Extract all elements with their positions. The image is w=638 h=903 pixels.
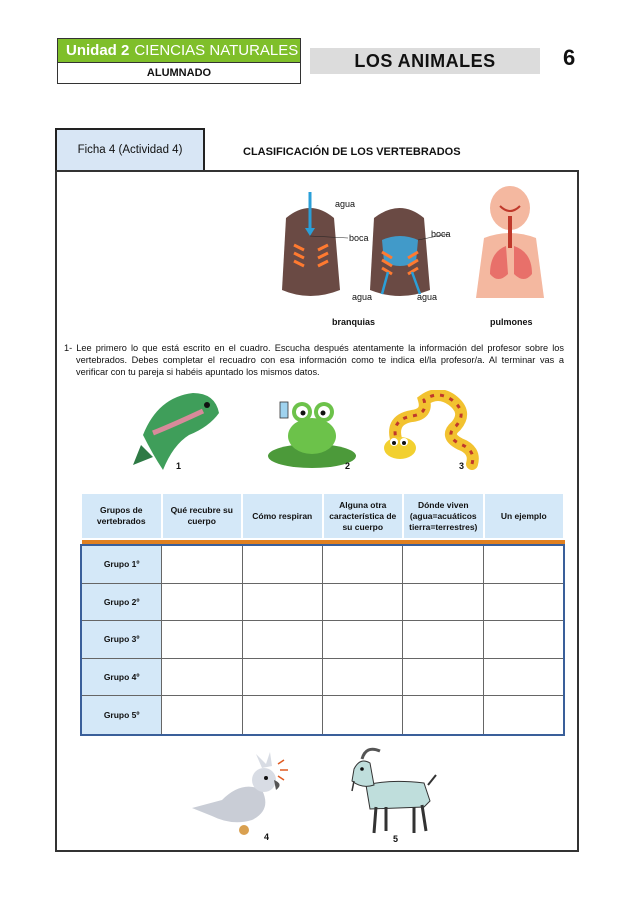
- animal-number-5: 5: [393, 834, 399, 844]
- table-cell[interactable]: [162, 584, 242, 621]
- table-cell[interactable]: [323, 659, 403, 696]
- header-other-feature: Alguna otra característica de su cuerpo: [324, 494, 405, 538]
- section-title: CLASIFICACIÓN DE LOS VERTEBRADOS: [243, 146, 461, 158]
- table-cell[interactable]: [162, 659, 242, 696]
- header-groups: Grupos de vertebrados: [82, 494, 163, 538]
- instruction-text: [64, 342, 564, 378]
- row-label: Grupo 3º: [82, 621, 162, 658]
- goat-icon: [340, 745, 445, 840]
- table-row: [82, 621, 563, 659]
- table-cell[interactable]: [162, 546, 242, 583]
- table-header: [82, 494, 563, 538]
- animal-number-4: 4: [264, 832, 270, 842]
- header-example: Un ejemplo: [485, 494, 564, 538]
- table-row: [82, 696, 563, 734]
- table-cell[interactable]: [323, 696, 403, 734]
- unit-number: Unidad 2: [66, 42, 130, 59]
- student-label: ALUMNADO: [146, 67, 212, 79]
- row-label: Grupo 2º: [82, 584, 162, 621]
- label-boca-2: boca: [431, 229, 451, 239]
- instruction-paragraph: 1- Lee primero lo que está escrito en el cuadro. Escucha después atentamente la información del profesor sobre los vertebrados. Debes completar el recuadro con esa información como te indica el/la profesor/a. Al terminar vas a verificar con tu pareja si habéis apuntado los mismos datos.: [64, 343, 564, 377]
- ficha-label: Ficha 4 (Actividad 4): [55, 128, 205, 172]
- table-row: [82, 584, 563, 622]
- table-cell[interactable]: [403, 546, 483, 583]
- frog-icon: [262, 390, 357, 470]
- lungs-diagram: [470, 186, 555, 301]
- table-cell[interactable]: [243, 696, 323, 734]
- table-body: [80, 544, 565, 736]
- row-label: Grupo 4º: [82, 659, 162, 696]
- header-covering: Qué recubre su cuerpo: [163, 494, 244, 538]
- table-cell[interactable]: [403, 659, 483, 696]
- table-cell[interactable]: [243, 621, 323, 658]
- table-cell[interactable]: [323, 584, 403, 621]
- table-cell[interactable]: [403, 621, 483, 658]
- table-cell[interactable]: [162, 696, 242, 734]
- table-cell[interactable]: [323, 546, 403, 583]
- label-agua-left: agua: [352, 292, 373, 302]
- fish-head-left: [282, 192, 340, 296]
- label-boca-1: boca: [349, 233, 369, 243]
- header-habitat: Dónde viven (agua=acuáticos tierra=terrestres): [404, 494, 485, 538]
- animal-number-2: 2: [345, 461, 351, 471]
- label-branquias: branquias: [332, 317, 376, 327]
- table-cell[interactable]: [243, 546, 323, 583]
- topic-title: LOS ANIMALES: [310, 48, 540, 74]
- label-pulmones: pulmones: [490, 317, 533, 327]
- label-agua-top: agua: [335, 199, 356, 209]
- table-cell[interactable]: [403, 696, 483, 734]
- table-cell[interactable]: [484, 696, 563, 734]
- row-label: Grupo 1º: [82, 546, 162, 583]
- table-cell[interactable]: [484, 546, 563, 583]
- unit-subject: CIENCIAS NATURALES: [134, 42, 299, 59]
- table-row: [82, 659, 563, 697]
- table-cell[interactable]: [243, 584, 323, 621]
- unit-header: [57, 38, 301, 84]
- table-cell[interactable]: [243, 659, 323, 696]
- label-agua-right: agua: [417, 292, 438, 302]
- fish-head-right: [370, 208, 430, 296]
- table-cell[interactable]: [403, 584, 483, 621]
- table-cell[interactable]: [484, 659, 563, 696]
- table-cell[interactable]: [484, 621, 563, 658]
- table-cell[interactable]: [484, 584, 563, 621]
- snake-icon: [378, 390, 483, 470]
- page-number: 6: [563, 45, 576, 70]
- animal-number-1: 1: [176, 461, 182, 471]
- table-row: [82, 546, 563, 584]
- header-breathing: Cómo respiran: [243, 494, 324, 538]
- animal-number-3: 3: [459, 461, 465, 471]
- row-label: Grupo 5º: [82, 696, 162, 734]
- table-cell[interactable]: [323, 621, 403, 658]
- table-cell[interactable]: [162, 621, 242, 658]
- gills-diagram: [278, 190, 468, 305]
- parrot-icon: [192, 750, 292, 840]
- unit-title-bar: [58, 39, 300, 63]
